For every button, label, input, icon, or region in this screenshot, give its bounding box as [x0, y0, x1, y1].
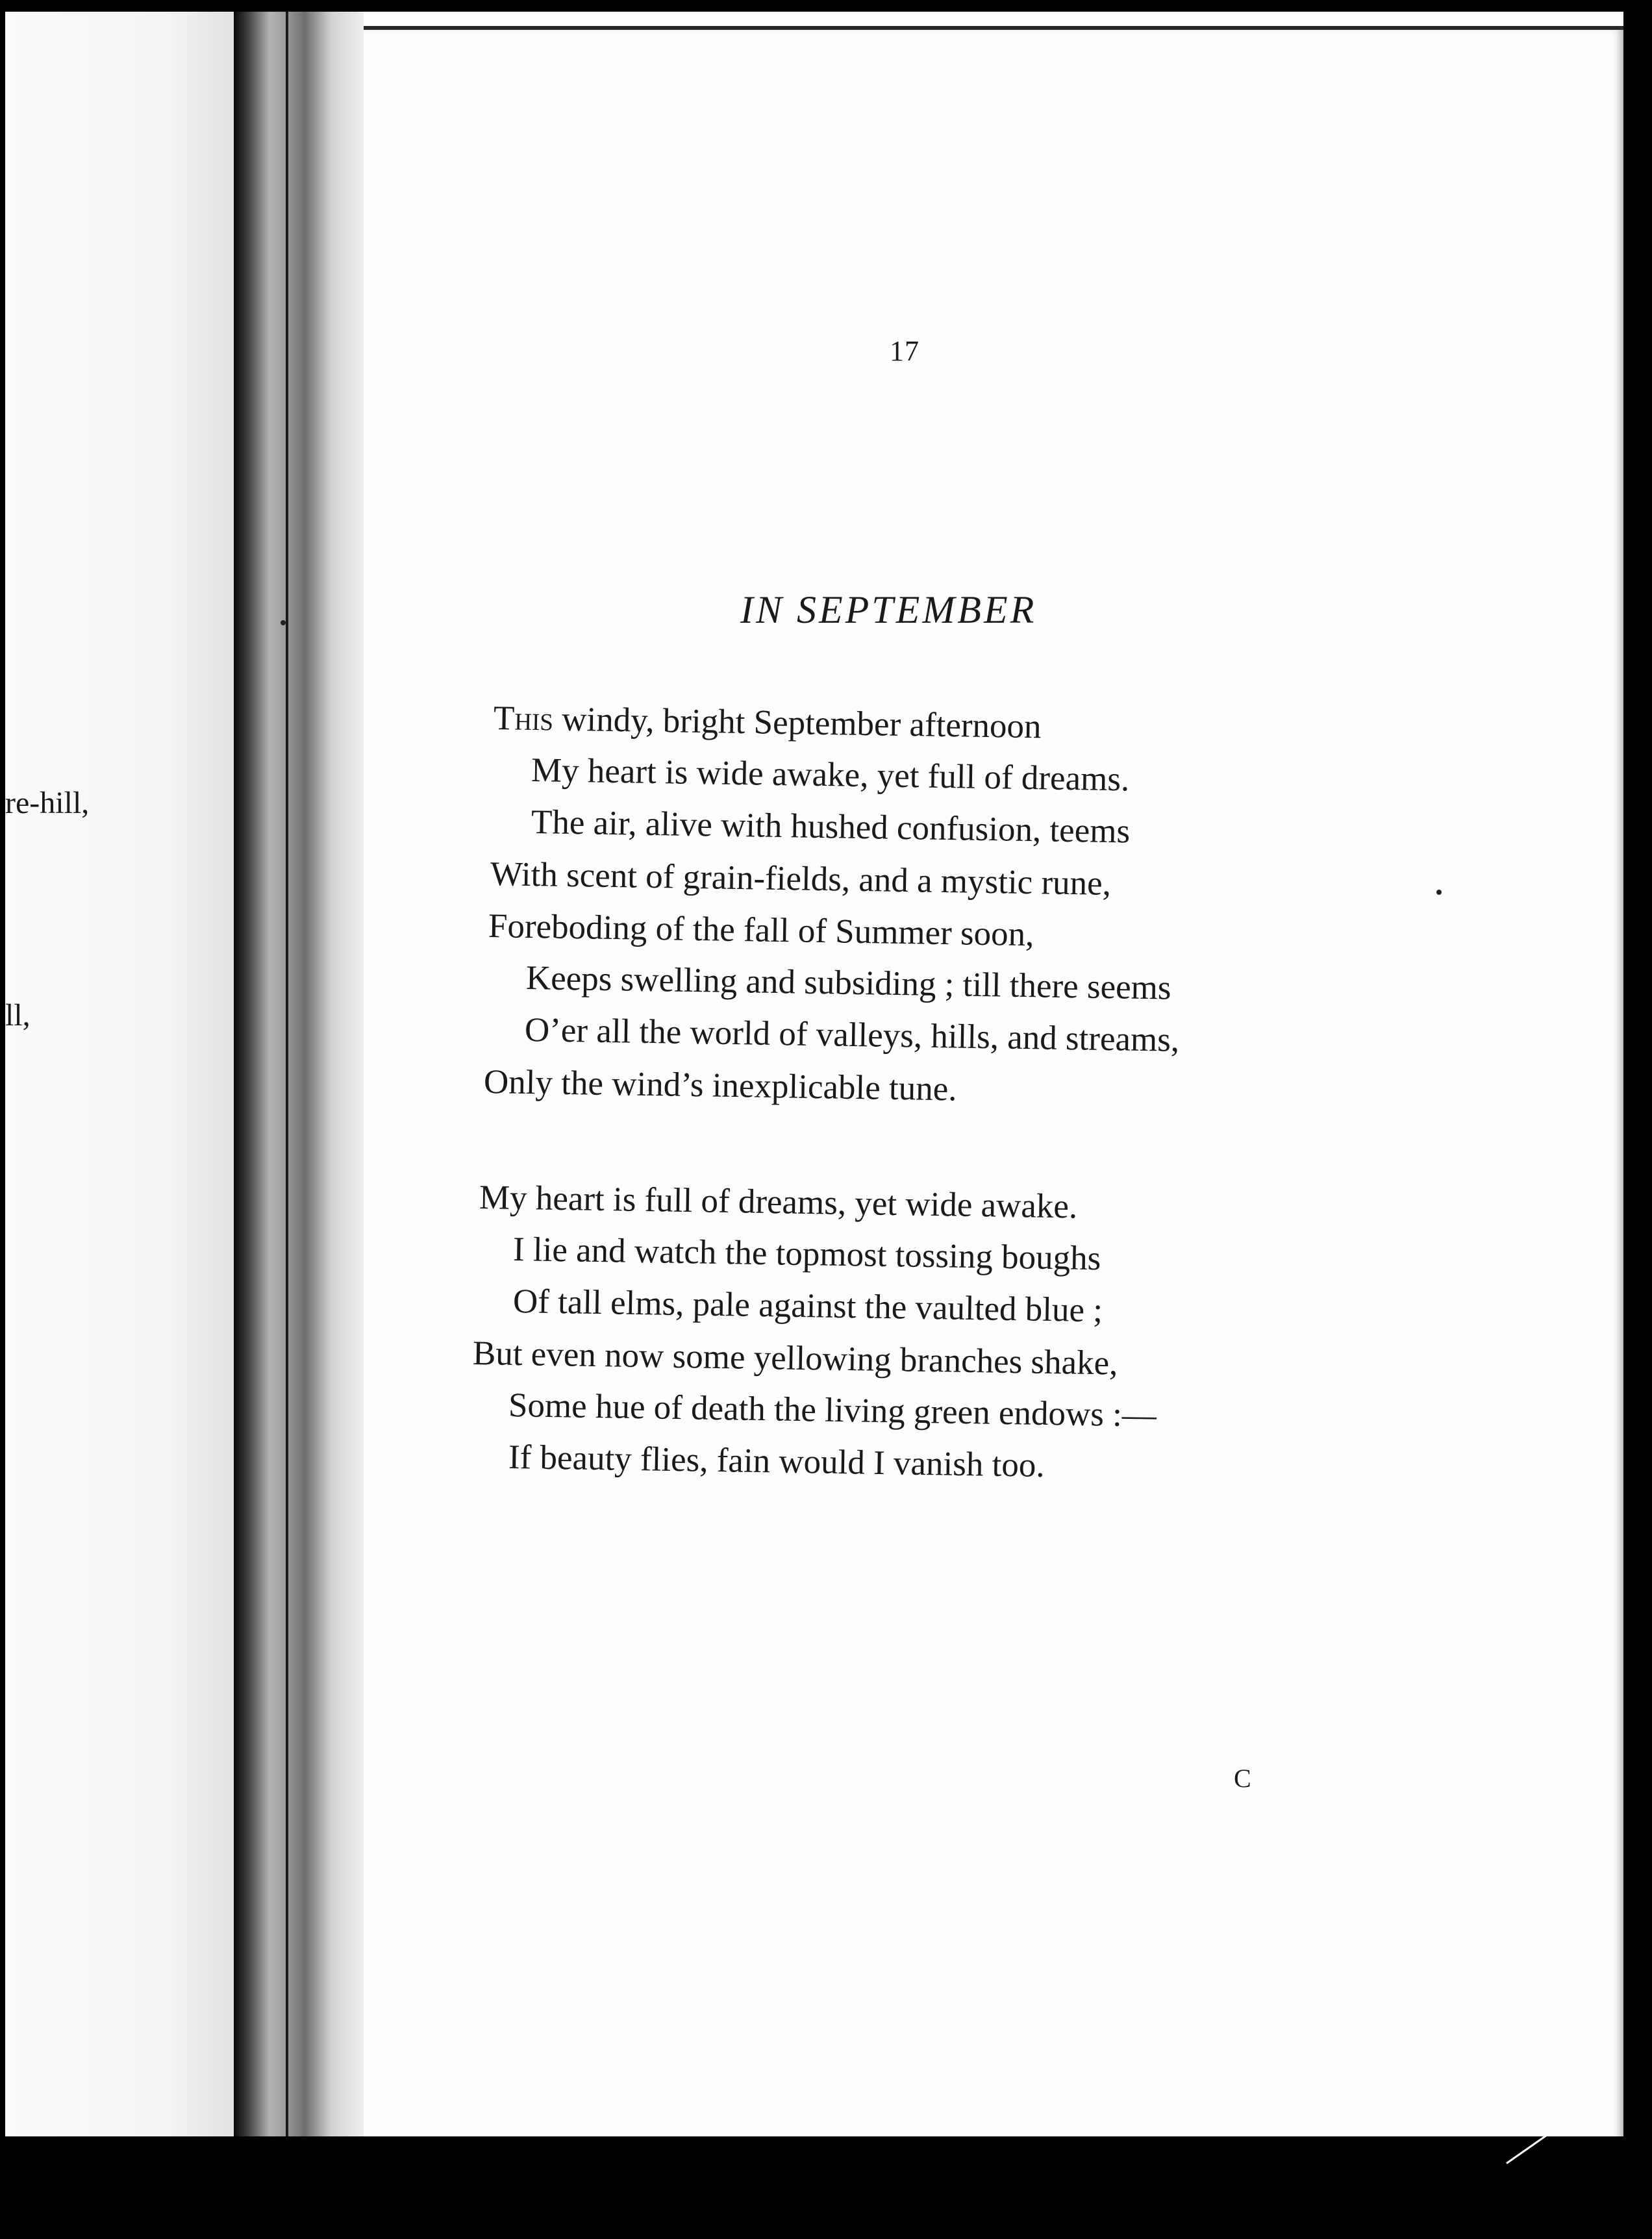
poem-line: Some hue of death the living green endows :— — [508, 1386, 1157, 1434]
previous-page — [5, 12, 234, 2136]
book-gutter — [234, 12, 364, 2136]
previous-page-fragment: re-hill, — [5, 786, 90, 820]
scan-border-left — [0, 0, 5, 2239]
poem-line: The air, alive with hushed confusion, teems — [531, 803, 1131, 851]
previous-page-fragment: ll, — [5, 998, 31, 1032]
poem-line: But even now some yellowing branches shake, — [472, 1334, 1118, 1382]
poem-line: My heart is wide awake, yet full of dreams. — [531, 751, 1130, 799]
scan-border-right — [1623, 0, 1652, 2239]
line-text: windy, bright September afternoon — [553, 700, 1042, 746]
dust-speck — [281, 620, 286, 625]
signature-mark: C — [1234, 1764, 1251, 1793]
poem-line: Keeps swelling and subsiding ; till there seems — [525, 959, 1171, 1007]
scan-border-bottom — [0, 2136, 1652, 2239]
dust-speck — [1436, 890, 1442, 895]
poem-line: Only the wind’s inexplicable tune. — [483, 1063, 957, 1108]
poem-line: Foreboding of the fall of Summer soon, — [488, 907, 1034, 954]
poem-line: With scent of grain-fields, and a mystic rune, — [490, 855, 1112, 903]
poem-title: IN SEPTEMBER — [740, 588, 1037, 631]
scan-border-top — [0, 0, 1652, 12]
poem-line: Of tall elms, pale against the vaulted blue ; — [512, 1282, 1103, 1330]
drop-word: This — [493, 699, 554, 738]
poem-line: O’er all the world of valleys, hills, and streams, — [524, 1011, 1180, 1059]
page-edge-line — [286, 12, 288, 2136]
poem-line: I lie and watch the topmost tossing boughs — [512, 1231, 1101, 1278]
poem-line: My heart is full of dreams, yet wide awake. — [479, 1179, 1078, 1226]
poem-line: If beauty flies, fain would I vanish too. — [508, 1438, 1045, 1484]
poem-line — [494, 701, 1042, 744]
page-number: 17 — [890, 335, 920, 367]
